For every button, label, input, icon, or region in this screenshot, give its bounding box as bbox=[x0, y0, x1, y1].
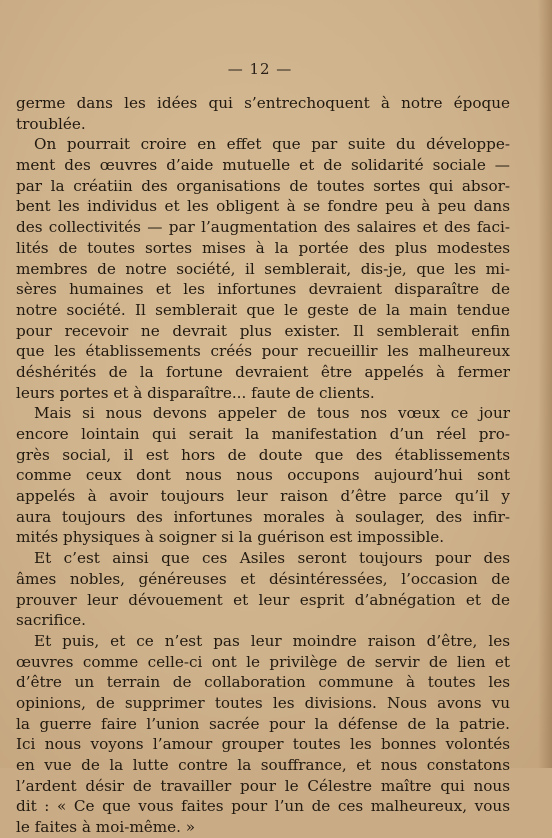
text-line: âmes nobles, généreuses et désintéressées, l’occasion de bbox=[16, 569, 510, 588]
text-line: Et puis, et ce n’est pas leur moindre raison d’être, les bbox=[34, 631, 510, 650]
text-line: aura toujours des infortunes morales à soulager, des infir- bbox=[16, 507, 510, 526]
text-line: l’ardent désir de travailler pour le Célestre maître qui nous bbox=[16, 776, 510, 795]
text-line: notre société. Il semblerait que le geste de la main tendue bbox=[16, 300, 510, 319]
page-edge-shadow bbox=[538, 0, 552, 768]
text-line: le faites à moi-même. » bbox=[16, 818, 196, 837]
text-line: sacrifice. bbox=[16, 611, 86, 630]
text-line: Mais si nous devons appeler de tous nos vœux ce jour bbox=[34, 404, 510, 423]
text-line: par la créatiin des organisations de toutes sortes qui absor- bbox=[16, 176, 510, 195]
text-line: d’être un terrain de collaboration commune à toutes les bbox=[16, 673, 510, 692]
text-line: lités de toutes sortes mises à la portée des plus modestes bbox=[16, 238, 510, 257]
page-number: — 12 — bbox=[227, 60, 293, 78]
text-line: sères humaines et les infortunes devraient disparaître de bbox=[16, 280, 510, 299]
text-line: la guerre faire l’union sacrée pour la défense de la patrie. bbox=[16, 714, 510, 733]
text-line: des collectivités — par l’augmentation des salaires et des faci- bbox=[16, 218, 510, 237]
text-line: grès social, il est hors de doute que des établissements bbox=[16, 445, 510, 464]
text-line: que les établissements créés pour recueillir les malheureux bbox=[16, 342, 510, 361]
text-line: comme ceux dont nous nous occupons aujourd’hui sont bbox=[16, 466, 510, 485]
text-line: prouver leur dévouement et leur esprit d’abnégation et de bbox=[16, 590, 510, 609]
text-line: dit : « Ce que vous faites pour l’un de ces malheureux, vous bbox=[16, 797, 510, 816]
text-line: Et c’est ainsi que ces Asiles seront toujours pour des bbox=[34, 549, 510, 568]
text-line: membres de notre société, il semblerait, dis-je, que les mi- bbox=[16, 259, 510, 278]
text-line: ment des œuvres d’aide mutuelle et de solidarité sociale — bbox=[16, 156, 510, 175]
text-line: déshérités de la fortune devraient être appelés à fermer bbox=[16, 362, 510, 381]
text-line: œuvres comme celle-ci ont le privilège de servir de lien et bbox=[16, 652, 510, 671]
text-line: troublée. bbox=[16, 114, 86, 133]
text-line: pour recevoir ne devrait plus exister. Il semblerait enfin bbox=[16, 321, 510, 340]
text-line: bent les individus et les obligent à se fondre peu à peu dans bbox=[16, 197, 510, 216]
text-line: mités physiques à soigner si la guérison est impossible. bbox=[16, 528, 445, 547]
text-line: On pourrait croire en effet que par suite du développe- bbox=[34, 135, 510, 154]
text-line: germe dans les idées qui s’entrechoquent à notre époque bbox=[16, 94, 510, 112]
body-text bbox=[16, 93, 510, 838]
text-line: en vue de la lutte contre la souffrance, et nous constatons bbox=[16, 756, 510, 774]
text-line: leurs portes et à disparaître... faute de clients. bbox=[16, 383, 375, 402]
text-line: appelés à avoir toujours leur raison d’être parce qu’il y bbox=[16, 487, 510, 506]
text-line: Ici nous voyons l’amour grouper toutes les bonnes volontés bbox=[16, 735, 510, 754]
text-line: encore lointain qui serait la manifestation d’un réel pro- bbox=[16, 425, 510, 443]
text-line: opinions, de supprimer toutes les divisions. Nous avons vu bbox=[16, 693, 510, 712]
